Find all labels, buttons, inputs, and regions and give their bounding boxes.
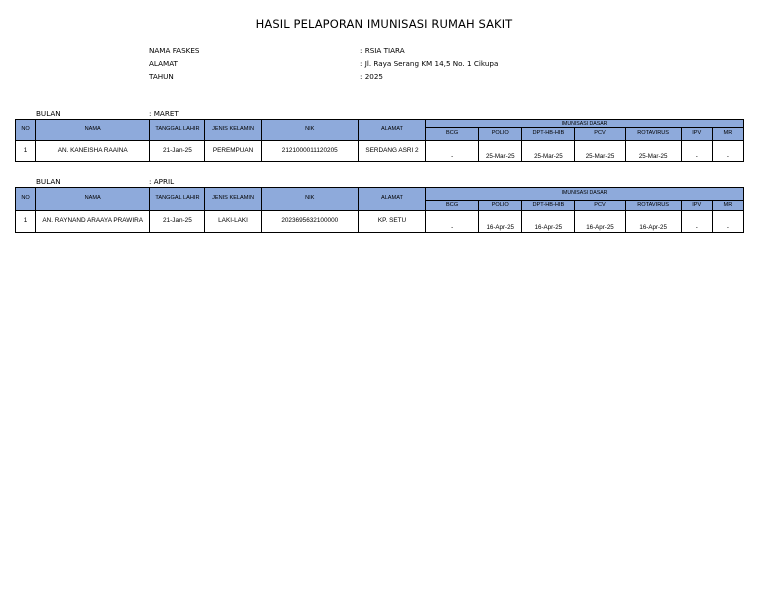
bulan-label: BULAN — [36, 177, 61, 186]
immunization-table — [15, 187, 744, 233]
cell-bcg: - — [426, 141, 479, 162]
header-tanggal-lahir: TANGGAL LAHIR — [150, 188, 205, 211]
cell-bcg: - — [426, 211, 479, 233]
cell-rotavirus: 16-Apr-25 — [625, 211, 681, 233]
header-mr: MR — [712, 201, 743, 211]
immunization-table — [15, 119, 744, 162]
header-nik: NIK — [261, 120, 358, 141]
cell-polio: 25-Mar-25 — [479, 141, 522, 162]
header-rotavirus: ROTAVIRUS — [625, 128, 681, 141]
header-dpt-hb-hib: DPT-HB-HIB — [522, 201, 575, 211]
header-jenis-kelamin: JENIS KELAMIN — [205, 120, 261, 141]
cell-polio: 16-Apr-25 — [479, 211, 522, 233]
header-jenis-kelamin: JENIS KELAMIN — [205, 188, 261, 211]
cell-pcv: 25-Mar-25 — [575, 141, 625, 162]
header-bcg: BCG — [426, 201, 479, 211]
header-mr: MR — [712, 128, 743, 141]
header-bcg: BCG — [426, 128, 479, 141]
cell-ipv: - — [681, 141, 712, 162]
header-ipv: IPV — [681, 201, 712, 211]
header-no: NO — [16, 188, 36, 211]
info-value-faskes: : RSIA TIARA — [360, 46, 405, 55]
cell-jenis-kelamin: PEREMPUAN — [205, 141, 261, 162]
header-nama: NAMA — [36, 188, 150, 211]
header-polio: POLIO — [479, 201, 522, 211]
bulan-label: BULAN — [36, 109, 61, 118]
cell-alamat: KP. SETU — [358, 211, 425, 233]
header-polio: POLIO — [479, 128, 522, 141]
header-alamat: ALAMAT — [358, 188, 425, 211]
cell-pcv: 16-Apr-25 — [575, 211, 625, 233]
cell-mr: - — [712, 141, 743, 162]
cell-alamat: SERDANG ASRI 2 — [358, 141, 425, 162]
info-label-tahun: TAHUN — [149, 72, 174, 81]
cell-no: 1 — [16, 211, 36, 233]
cell-mr: - — [712, 211, 743, 233]
bulan-value: : APRIL — [149, 177, 175, 186]
cell-tanggal-lahir: 21-Jan-25 — [150, 141, 205, 162]
cell-tanggal-lahir: 21-Jan-25 — [150, 211, 205, 233]
header-pcv: PCV — [575, 201, 625, 211]
cell-nama: AN. RAYNAND ARAAYA PRAWIRA — [36, 211, 150, 233]
header-rotavirus: ROTAVIRUS — [625, 201, 681, 211]
cell-nik: 2023695632100000 — [261, 211, 358, 233]
cell-nama: AN. KANEISHA RAAINA — [36, 141, 150, 162]
header-pcv: PCV — [575, 128, 625, 141]
header-nama: NAMA — [36, 120, 150, 141]
cell-dpt-hb-hib: 16-Apr-25 — [522, 211, 575, 233]
header-ipv: IPV — [681, 128, 712, 141]
cell-nik: 2121000011120205 — [261, 141, 358, 162]
header-tanggal-lahir: TANGGAL LAHIR — [150, 120, 205, 141]
header-dpt-hb-hib: DPT-HB-HIB — [522, 128, 575, 141]
info-value-alamat: : Jl. Raya Serang KM 14,5 No. 1 Cikupa — [360, 59, 499, 68]
info-value-tahun: : 2025 — [360, 72, 383, 81]
header-imunisasi-dasar: IMUNISASI DASAR — [426, 120, 744, 128]
info-label-alamat: ALAMAT — [149, 59, 178, 68]
header-alamat: ALAMAT — [358, 120, 425, 141]
cell-rotavirus: 25-Mar-25 — [625, 141, 681, 162]
table-row — [16, 141, 744, 162]
cell-dpt-hb-hib: 25-Mar-25 — [522, 141, 575, 162]
header-nik: NIK — [261, 188, 358, 211]
info-label-faskes: NAMA FASKES — [149, 46, 200, 55]
header-no: NO — [16, 120, 36, 141]
report-title: HASIL PELAPORAN IMUNISASI RUMAH SAKIT — [255, 17, 513, 31]
header-imunisasi-dasar: IMUNISASI DASAR — [426, 188, 744, 201]
table-row — [16, 211, 744, 233]
cell-ipv: - — [681, 211, 712, 233]
cell-no: 1 — [16, 141, 36, 162]
cell-jenis-kelamin: LAKI-LAKI — [205, 211, 261, 233]
bulan-value: : MARET — [149, 109, 179, 118]
